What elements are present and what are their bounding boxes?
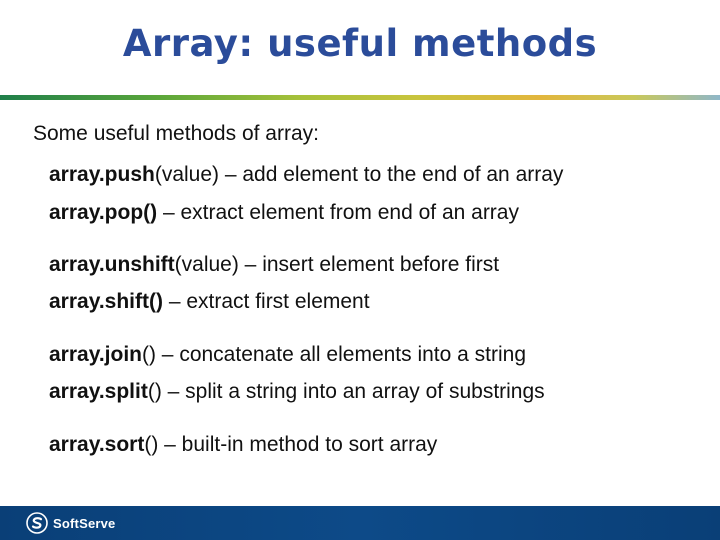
method-description: () – split a string into an array of substrings	[147, 380, 545, 403]
softserve-s-logo-icon	[26, 512, 48, 534]
method-item-pop	[49, 201, 519, 225]
method-item-unshift	[49, 253, 499, 277]
method-name: array.split	[49, 380, 148, 403]
method-name: array.unshift	[49, 253, 175, 276]
method-description: () – concatenate all elements into a string	[141, 343, 527, 366]
title-divider	[0, 95, 720, 100]
method-item-push	[49, 163, 563, 187]
logo-text: SoftServe	[53, 515, 116, 531]
softserve-logo	[26, 511, 116, 535]
method-description: (value) – add element to the end of an array	[154, 163, 564, 186]
method-description: (value) – insert element before first	[174, 253, 500, 276]
method-description: – extract first element	[162, 290, 370, 313]
method-name: array.push	[49, 163, 155, 186]
intro-text: Some useful methods of array:	[33, 122, 319, 145]
slide-title: Array: useful methods	[122, 22, 598, 65]
method-item-sort	[49, 433, 437, 457]
method-name: array.shift()	[49, 290, 163, 313]
method-description: – extract element from end of an array	[157, 201, 519, 224]
method-description: () – built-in method to sort array	[144, 433, 438, 456]
method-item-join	[49, 343, 526, 367]
method-item-shift	[49, 290, 370, 314]
method-name: array.pop()	[49, 201, 158, 224]
method-item-split	[49, 380, 545, 404]
method-name: array.join	[49, 343, 142, 366]
method-name: array.sort	[49, 433, 145, 456]
